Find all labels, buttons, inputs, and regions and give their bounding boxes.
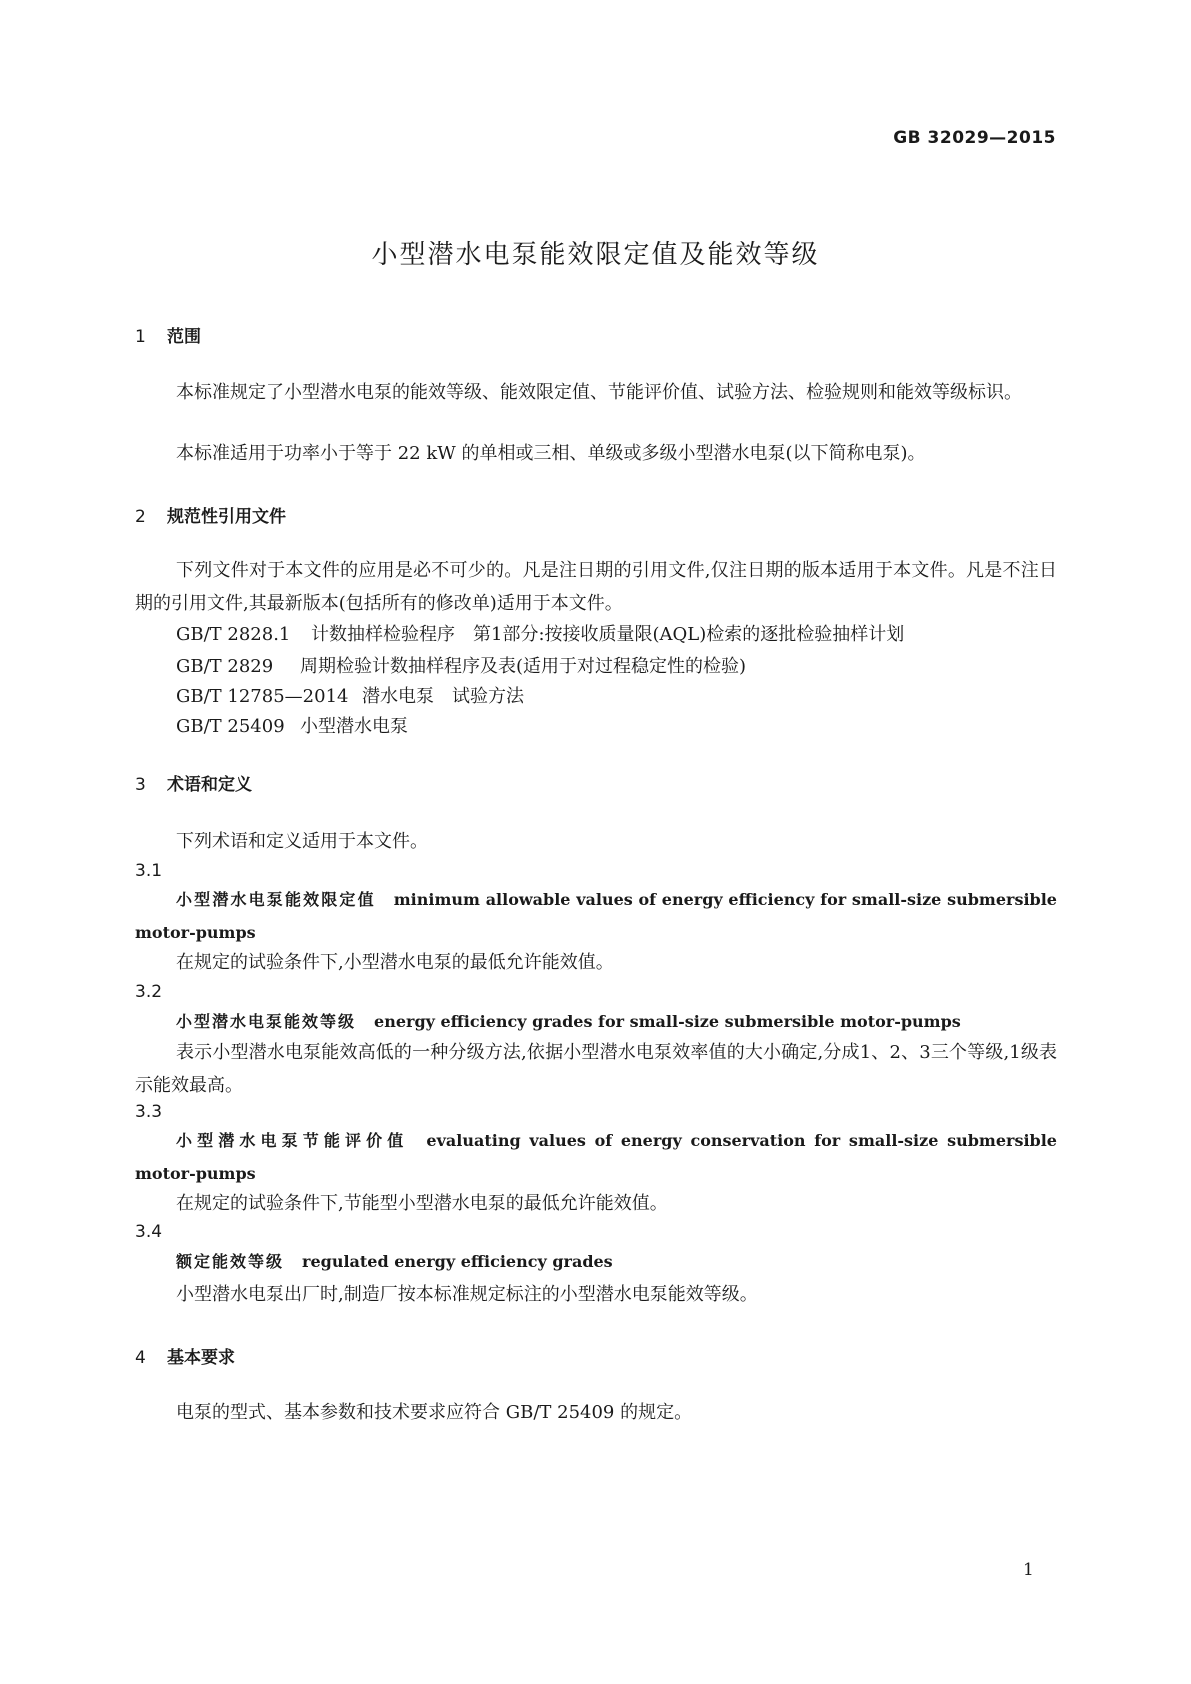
section-title: 范围: [167, 327, 201, 347]
reference-item: [176, 712, 408, 738]
term-heading: [135, 1245, 1057, 1278]
term-name-zh: 额定能效等级: [176, 1252, 285, 1271]
section-title: 基本要求: [167, 1348, 235, 1368]
term-definition: 表示小型潜水电泵能效高低的一种分级方法,依据小型潜水电泵效率值的大小确定,分成1、2、3三个等级,1级表示能效最高。: [135, 1042, 1057, 1096]
term-name-en: evaluating values of energy conservation for small-size submersible motor-pumps: [135, 1131, 1057, 1183]
section-4-heading: [135, 1343, 235, 1368]
reference-title: 潜水电泵 试验方法: [362, 686, 524, 707]
term-heading: [135, 1005, 1057, 1038]
section-1-heading: [135, 322, 201, 347]
reference-item: [176, 652, 746, 678]
term-definition: 小型潜水电泵出厂时,制造厂按本标准规定标注的小型潜水电泵能效等级。: [176, 1284, 758, 1305]
section-number: 2: [135, 507, 146, 527]
section-3-intro: 下列术语和定义适用于本文件。: [176, 831, 428, 852]
section-1-paragraph-1: 本标准规定了小型潜水电泵的能效等级、能效限定值、节能评价值、试验方法、检验规则和能效等级标识。: [176, 382, 1022, 403]
term-name-en: regulated energy efficiency grades: [302, 1252, 613, 1271]
term-name-en: energy efficiency grades for small-size submersible motor-pumps: [374, 1012, 961, 1031]
document-title: 小型潜水电泵能效限定值及能效等级: [371, 240, 820, 270]
term-definition: 在规定的试验条件下,节能型小型潜水电泵的最低允许能效值。: [176, 1193, 668, 1214]
section-3-heading: [135, 770, 252, 795]
section-2-paragraph-1: 下列文件对于本文件的应用是必不可少的。凡是注日期的引用文件,仅注日期的版本适用于本文件。凡是不注日期的引用文件,其最新版本(包括所有的修改单)适用于本文件。: [135, 560, 1057, 614]
reference-item: [176, 682, 524, 708]
term-name-zh: 小型潜水电泵能效限定值: [176, 890, 376, 909]
term-number: 3.3: [135, 1102, 163, 1122]
term-name-zh: 小型潜水电泵节能评价值: [176, 1131, 409, 1150]
term-number: 3.4: [135, 1222, 163, 1242]
reference-code: GB/T 2828.1: [176, 624, 291, 645]
term-heading: [135, 1124, 1057, 1190]
section-number: 1: [135, 327, 146, 347]
section-title: 规范性引用文件: [167, 507, 286, 527]
reference-title: 周期检验计数抽样程序及表(适用于对过程稳定性的检验): [300, 656, 747, 677]
term-name-en: minimum allowable values of energy efficiency for small-size submersible motor-pumps: [135, 890, 1057, 942]
term-heading: [135, 883, 1057, 949]
section-4-paragraph-1: 电泵的型式、基本参数和技术要求应符合 GB/T 25409 的规定。: [176, 1402, 693, 1423]
section-title: 术语和定义: [167, 775, 252, 795]
reference-item: [176, 620, 904, 646]
section-number: 3: [135, 775, 146, 795]
reference-code: GB/T 12785—2014: [176, 686, 349, 707]
term-number: 3.2: [135, 982, 163, 1002]
reference-title: 计数抽样检验程序 第1部分:按接收质量限(AQL)检索的逐批检验抽样计划: [311, 624, 905, 645]
section-1-paragraph-2: 本标准适用于功率小于等于 22 kW 的单相或三相、单级或多级小型潜水电泵(以下简称电泵)。: [176, 443, 926, 464]
term-definition: 在规定的试验条件下,小型潜水电泵的最低允许能效值。: [176, 952, 614, 973]
reference-code: GB/T 2829: [176, 656, 274, 677]
term-name-zh: 小型潜水电泵能效等级: [176, 1012, 357, 1031]
section-2-heading: [135, 502, 286, 527]
standard-number: GB 32029—2015: [893, 128, 1056, 148]
reference-code: GB/T 25409: [176, 716, 285, 737]
page-number: 1: [1023, 1560, 1034, 1580]
term-number: 3.1: [135, 861, 163, 881]
reference-title: 小型潜水电泵: [300, 716, 408, 737]
section-number: 4: [135, 1348, 146, 1368]
